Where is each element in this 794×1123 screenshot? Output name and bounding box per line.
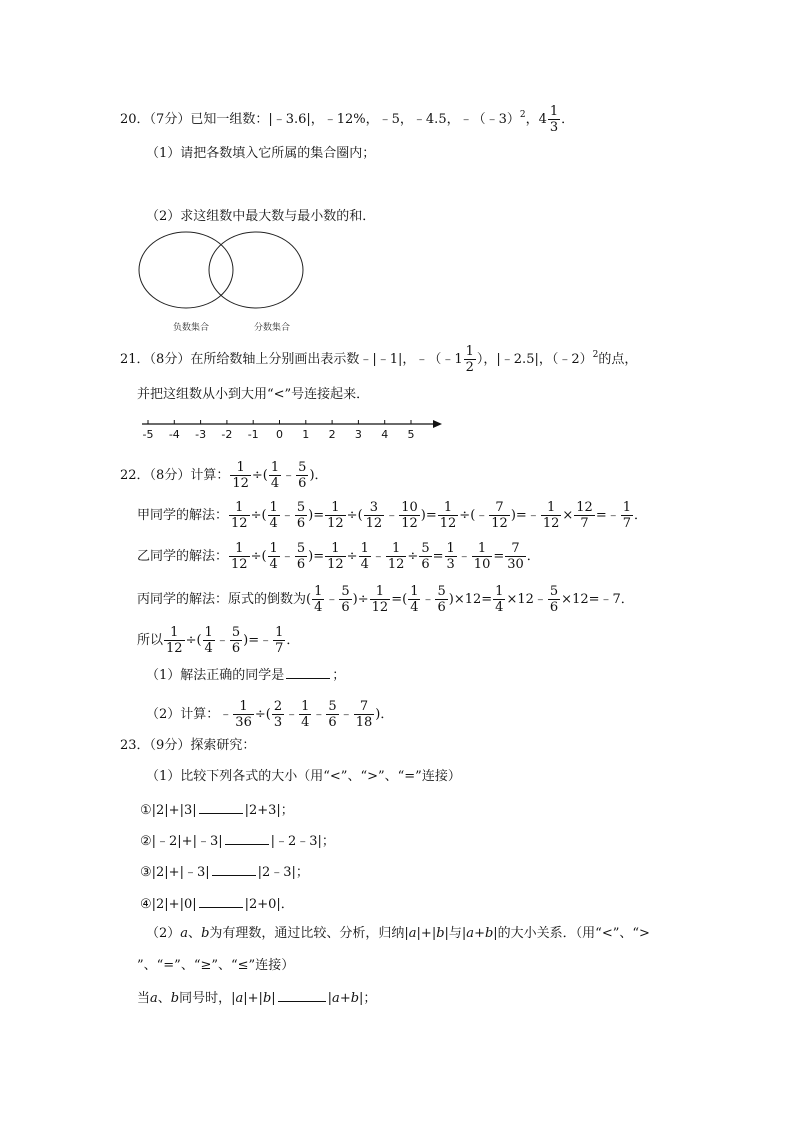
frac-num: 2 — [273, 699, 283, 714]
answer-blank[interactable] — [278, 989, 326, 1002]
paren: ) — [448, 592, 454, 607]
paren: ( — [262, 468, 268, 483]
answer-blank[interactable] — [212, 863, 256, 876]
op: ﹣ — [457, 549, 471, 564]
text: |的大小关系．（用“<”、“> — [493, 926, 650, 941]
frac-den: 7 — [622, 516, 632, 531]
q20-part2: （2）求这组数中最大数与最小数的和． — [146, 209, 376, 224]
frac — [370, 584, 391, 615]
frac-den: 10 — [473, 557, 491, 572]
frac — [229, 541, 250, 572]
expr-right: |2+0|． — [244, 897, 294, 912]
frac — [299, 699, 311, 730]
frac — [359, 541, 371, 572]
frac-den: 6 — [437, 600, 446, 615]
q22-head-text: 22．（8分）计算： — [120, 468, 230, 483]
frac — [164, 625, 185, 656]
venn-left-label: 负数集合 — [173, 323, 210, 333]
op: ﹣ — [526, 508, 540, 523]
q22-part2 — [146, 699, 393, 730]
frac-den: 12 — [327, 516, 344, 531]
frac-num: 5 — [298, 460, 307, 475]
frac-den: 4 — [314, 600, 323, 615]
venn-right-label: 分数集合 — [254, 323, 291, 333]
frac — [489, 500, 510, 531]
frac-num: 1 — [301, 699, 310, 714]
punct: ． — [380, 707, 394, 722]
q20-head-text: 20．（7分）已知一组数：|﹣3.6|，﹣12%，﹣5，﹣4.5，﹣（﹣3） — [120, 112, 520, 127]
frac-num: 1 — [386, 541, 407, 557]
op: ﹣ — [606, 508, 620, 523]
punct: ． — [286, 633, 300, 648]
q23-compare-4 — [140, 895, 294, 913]
op: ﹣ — [285, 707, 299, 722]
frac-num: 5 — [549, 584, 559, 599]
frac-num: 1 — [549, 104, 559, 119]
frac — [548, 584, 560, 615]
frac — [295, 541, 307, 572]
frac — [312, 584, 324, 615]
frac — [272, 699, 284, 730]
frac-den: 6 — [296, 557, 306, 572]
op: ÷ — [346, 508, 358, 523]
frac-num: 5 — [231, 625, 241, 640]
frac — [574, 500, 595, 531]
frac-den: 4 — [204, 641, 213, 656]
q23-part2 — [146, 926, 650, 942]
frac-num: 1 — [360, 541, 369, 556]
number-line-tick-label: 0 — [276, 428, 283, 441]
frac — [364, 500, 385, 531]
q22-jia-solution — [137, 500, 647, 531]
number-line-tick-label: -3 — [195, 428, 207, 441]
paren: ) — [420, 508, 426, 523]
number-line-tick-label: 2 — [328, 428, 336, 441]
q22-heading — [120, 460, 328, 491]
venn-left-circle — [139, 232, 233, 308]
op: ÷ — [407, 549, 419, 564]
text: |+| — [243, 991, 263, 1006]
frac — [230, 460, 251, 491]
number-line-tick-label: -2 — [221, 428, 233, 441]
op: ÷ — [185, 633, 197, 648]
frac — [386, 541, 407, 572]
op: ﹣ — [259, 633, 273, 648]
q23-heading: 23．（9分）探索研究： — [120, 738, 256, 753]
op: × — [562, 508, 574, 523]
frac — [621, 500, 633, 531]
op: ﹣ — [325, 592, 339, 607]
frac-den: 4 — [269, 557, 278, 572]
op: ÷ — [346, 549, 358, 564]
frac-num: 7 — [505, 541, 526, 557]
frac-num: 10 — [401, 500, 418, 515]
frac — [419, 541, 431, 572]
frac-den: 12 — [365, 516, 383, 531]
frac — [325, 500, 346, 531]
q20-part1: （1）请把各数填入它所属的集合圈内； — [146, 146, 376, 161]
frac-den: 12 — [542, 516, 560, 531]
text: |+| — [416, 926, 437, 941]
op: ﹣ — [280, 549, 294, 564]
op: ×12= — [453, 592, 493, 607]
q20-exponent: 2 — [519, 110, 526, 120]
frac-den: 2 — [465, 360, 474, 375]
q21-head-text: 21．（8分）在所给数轴上分别画出表示数﹣|﹣1|，﹣（﹣1 — [120, 352, 463, 367]
frac — [295, 500, 307, 531]
q22-part1-text: （1）解法正确的同学是 — [146, 668, 285, 683]
op: ﹣ — [280, 508, 294, 523]
frac-den: 3 — [549, 120, 559, 135]
frac-den: 30 — [507, 557, 524, 572]
op: = — [595, 508, 607, 523]
op: ﹣ — [385, 508, 399, 523]
op: = — [425, 508, 437, 523]
var-a: a — [150, 991, 158, 1006]
paren: ) — [308, 508, 314, 523]
expr-right: |2+3|； — [244, 803, 294, 818]
yi-label: 乙同学的解法： — [137, 549, 229, 564]
q22-part2-label: （2）计算： — [146, 707, 220, 722]
frac-num: 1 — [465, 344, 474, 359]
op: ÷ — [357, 592, 369, 607]
frac-num: 1 — [325, 541, 346, 557]
punct: ． — [634, 508, 648, 523]
expr-right: |2﹣3|； — [257, 865, 309, 880]
number-line-arrow — [433, 420, 442, 428]
paren: ) — [352, 592, 358, 607]
answer-blank[interactable] — [199, 801, 243, 814]
frac-num: 1 — [314, 584, 323, 599]
frac — [408, 584, 420, 615]
paren: ) — [510, 508, 516, 523]
var-b: b — [350, 991, 360, 1006]
frac — [269, 460, 281, 491]
frac-den: 4 — [495, 600, 504, 615]
op: = — [493, 549, 505, 564]
frac — [354, 699, 375, 730]
expr-left: ①|2|+|3| — [140, 803, 197, 818]
q22-yi-solution — [137, 541, 540, 572]
op: ﹣ — [475, 508, 489, 523]
frac-den: 7 — [580, 516, 589, 531]
text: |与| — [444, 926, 467, 941]
frac-den: 12 — [491, 516, 508, 531]
frac-num: 1 — [269, 500, 278, 515]
frac-num: 1 — [495, 584, 504, 599]
jia-label: 甲同学的解法： — [137, 508, 229, 523]
number-line-tick-label: -1 — [247, 428, 259, 441]
op: = — [248, 633, 260, 648]
q22-part1 — [146, 666, 345, 684]
frac — [326, 699, 338, 730]
frac-den: 3 — [273, 715, 283, 730]
op: ﹣ — [421, 592, 435, 607]
op: = — [313, 508, 325, 523]
q23-compare-3 — [140, 863, 309, 881]
frac — [399, 500, 420, 531]
var-a: a — [408, 926, 417, 941]
frac — [541, 500, 562, 531]
op: ﹣ — [312, 707, 326, 722]
frac-num: 1 — [164, 625, 185, 641]
punct: 、 — [188, 926, 202, 941]
expr-left: ②|﹣2|+|﹣3| — [140, 834, 223, 849]
frac-num: 1 — [472, 541, 493, 557]
q21-end: 的点， — [598, 352, 638, 367]
frac-num: 1 — [275, 625, 284, 640]
frac-den: 7 — [275, 641, 284, 656]
op: ÷ — [250, 549, 262, 564]
frac — [230, 625, 242, 656]
answer-blank[interactable] — [225, 832, 269, 845]
frac-num: 7 — [354, 699, 375, 715]
op: ×12=﹣7 — [561, 592, 621, 607]
frac-num: 5 — [328, 699, 337, 714]
text: + — [474, 926, 485, 941]
frac-den: 4 — [301, 715, 310, 730]
number-line-tick-label: 4 — [381, 428, 389, 441]
frac — [229, 500, 250, 531]
number-line-tick-label: -5 — [142, 428, 154, 441]
frac-num: 1 — [438, 500, 459, 516]
q20-sep: ，4 — [525, 112, 547, 127]
var-b: b — [170, 991, 180, 1006]
frac-num: 5 — [421, 541, 430, 556]
op: = — [515, 508, 527, 523]
expr-left: ④|2|+|0| — [140, 897, 197, 912]
punct: ． — [620, 592, 634, 607]
var-a: a — [466, 926, 475, 941]
frac — [472, 541, 493, 572]
frac-num: 1 — [204, 625, 213, 640]
text: 当 — [137, 991, 151, 1006]
frac — [339, 584, 351, 615]
expr-right: |﹣2﹣3|； — [270, 834, 335, 849]
frac-den: 12 — [166, 641, 183, 656]
op: = — [313, 549, 325, 564]
frac-num: 5 — [296, 500, 306, 515]
frac-num: 1 — [370, 584, 391, 600]
venn-right-circle — [209, 232, 303, 308]
frac-den: 12 — [387, 557, 405, 572]
frac — [268, 500, 280, 531]
q23-compare-1 — [140, 801, 294, 819]
paren: ) — [243, 633, 249, 648]
frac-num: 5 — [296, 541, 306, 556]
number-line-tick-label: 3 — [354, 428, 362, 441]
q23-part2-line2: ”、“=”、“≥”、“≤”连接） — [137, 958, 295, 973]
frac-num: 1 — [410, 584, 419, 599]
q21-mid: ），|﹣2.5|，（﹣2） — [476, 352, 593, 367]
frac-den: 12 — [439, 516, 457, 531]
op: ÷ — [251, 468, 263, 483]
text: | — [327, 991, 333, 1006]
op: = — [391, 592, 403, 607]
op: = — [432, 549, 444, 564]
frac-num: 1 — [230, 460, 251, 476]
q21-exponent: 2 — [592, 350, 599, 360]
number-line-tick-label: 5 — [407, 428, 415, 441]
frac-den: 36 — [235, 715, 252, 730]
paren: ( — [261, 508, 267, 523]
frac-num: 3 — [364, 500, 385, 516]
punct: ． — [526, 549, 540, 564]
frac-den: 4 — [269, 516, 278, 531]
frac-num: 1 — [229, 541, 250, 557]
text: 同号时，| — [179, 991, 236, 1006]
frac-num: 12 — [576, 500, 593, 515]
op: ×12﹣ — [506, 592, 547, 607]
q21-heading — [120, 344, 637, 375]
paren: ( — [402, 592, 408, 607]
frac-num: 1 — [233, 699, 254, 715]
text: 为有理数，通过比较、分析，归纳| — [209, 926, 409, 941]
var-b: b — [201, 926, 210, 941]
var-a: a — [332, 991, 340, 1006]
q22-therefore — [137, 625, 299, 656]
frac-num: 1 — [270, 460, 280, 475]
answer-blank[interactable] — [199, 895, 243, 908]
paren: ) — [375, 707, 381, 722]
q23-part2-num: （2） — [146, 926, 181, 941]
paren: ( — [470, 508, 476, 523]
op: ÷ — [459, 508, 471, 523]
frac — [445, 541, 457, 572]
frac-den: 6 — [231, 641, 241, 656]
frac-den: 6 — [296, 516, 306, 531]
frac-num: 1 — [541, 500, 562, 516]
frac-num: 7 — [489, 500, 510, 516]
op: ÷ — [254, 707, 266, 722]
frac — [505, 541, 526, 572]
bing-label: 丙同学的解法：原式的倒数为 — [137, 592, 307, 607]
frac-den: 12 — [327, 557, 344, 572]
suoyi-label: 所以 — [137, 633, 164, 648]
frac — [268, 541, 280, 572]
frac-num: 5 — [341, 584, 350, 599]
q22-bing-solution — [137, 584, 634, 615]
venn-diagram — [130, 230, 320, 336]
frac — [438, 500, 459, 531]
paren: ( — [261, 549, 267, 564]
var-b: b — [436, 926, 445, 941]
text: | — [271, 991, 276, 1006]
paren: ( — [357, 508, 363, 523]
frac-den: 12 — [231, 557, 248, 572]
op: ﹣ — [339, 707, 353, 722]
frac-num: 5 — [437, 584, 446, 599]
number-line-tick-label: 1 — [302, 428, 310, 441]
frac-den: 6 — [421, 557, 430, 572]
number-line-tick-label: -4 — [168, 428, 180, 441]
frac-num: 1 — [269, 541, 278, 556]
q21-fraction — [464, 344, 476, 375]
text: |； — [359, 991, 377, 1006]
frac-num: 1 — [446, 541, 455, 556]
frac — [203, 625, 215, 656]
answer-blank[interactable] — [286, 666, 330, 679]
frac — [325, 541, 346, 572]
frac — [273, 625, 285, 656]
q21-line2: 并把这组数从小到大用“<”号连接起来． — [137, 387, 370, 402]
paren: ) — [308, 549, 314, 564]
var-b: b — [484, 926, 494, 941]
q20-mixed-fraction — [548, 104, 560, 135]
op: ﹣ — [282, 468, 296, 483]
frac-den: 12 — [231, 516, 248, 531]
frac-den: 12 — [232, 476, 249, 491]
frac-den: 6 — [328, 715, 337, 730]
frac-den: 6 — [549, 600, 559, 615]
paren: ( — [306, 592, 312, 607]
frac-num: 1 — [229, 500, 250, 516]
q23-same-sign — [137, 989, 376, 1007]
frac — [296, 460, 308, 491]
punct: ． — [314, 468, 328, 483]
punct: ； — [332, 668, 346, 683]
frac — [233, 699, 254, 730]
text: + — [339, 991, 351, 1006]
op: ﹣ — [219, 707, 233, 722]
q20-heading — [120, 104, 574, 135]
frac-den: 12 — [371, 600, 389, 615]
frac-den: 4 — [410, 600, 419, 615]
q23-part1: （1）比较下列各式的大小（用“<”、“>”、“=”连接） — [146, 769, 461, 784]
frac-den: 6 — [298, 476, 307, 491]
frac-den: 18 — [355, 715, 373, 730]
frac-den: 4 — [270, 476, 280, 491]
paren: ( — [265, 707, 271, 722]
paren: ) — [309, 468, 315, 483]
q23-compare-2 — [140, 832, 335, 850]
op: ﹣ — [215, 633, 229, 648]
op: ﹣ — [371, 549, 385, 564]
frac — [493, 584, 505, 615]
paren: ( — [196, 633, 202, 648]
var-a: a — [180, 926, 189, 941]
number-line — [136, 414, 446, 444]
var-a: a — [235, 991, 244, 1006]
frac — [435, 584, 447, 615]
var-b: b — [262, 991, 272, 1006]
frac-num: 1 — [622, 500, 632, 515]
frac-num: 1 — [325, 500, 346, 516]
frac-den: 6 — [341, 600, 350, 615]
punct: 、 — [157, 991, 171, 1006]
expr-left: ③|2|+|﹣3| — [140, 865, 210, 880]
q20-end: ． — [561, 112, 575, 127]
op: ÷ — [250, 508, 262, 523]
frac-den: 12 — [401, 516, 418, 531]
frac-den: 4 — [360, 557, 369, 572]
frac-den: 3 — [446, 557, 455, 572]
